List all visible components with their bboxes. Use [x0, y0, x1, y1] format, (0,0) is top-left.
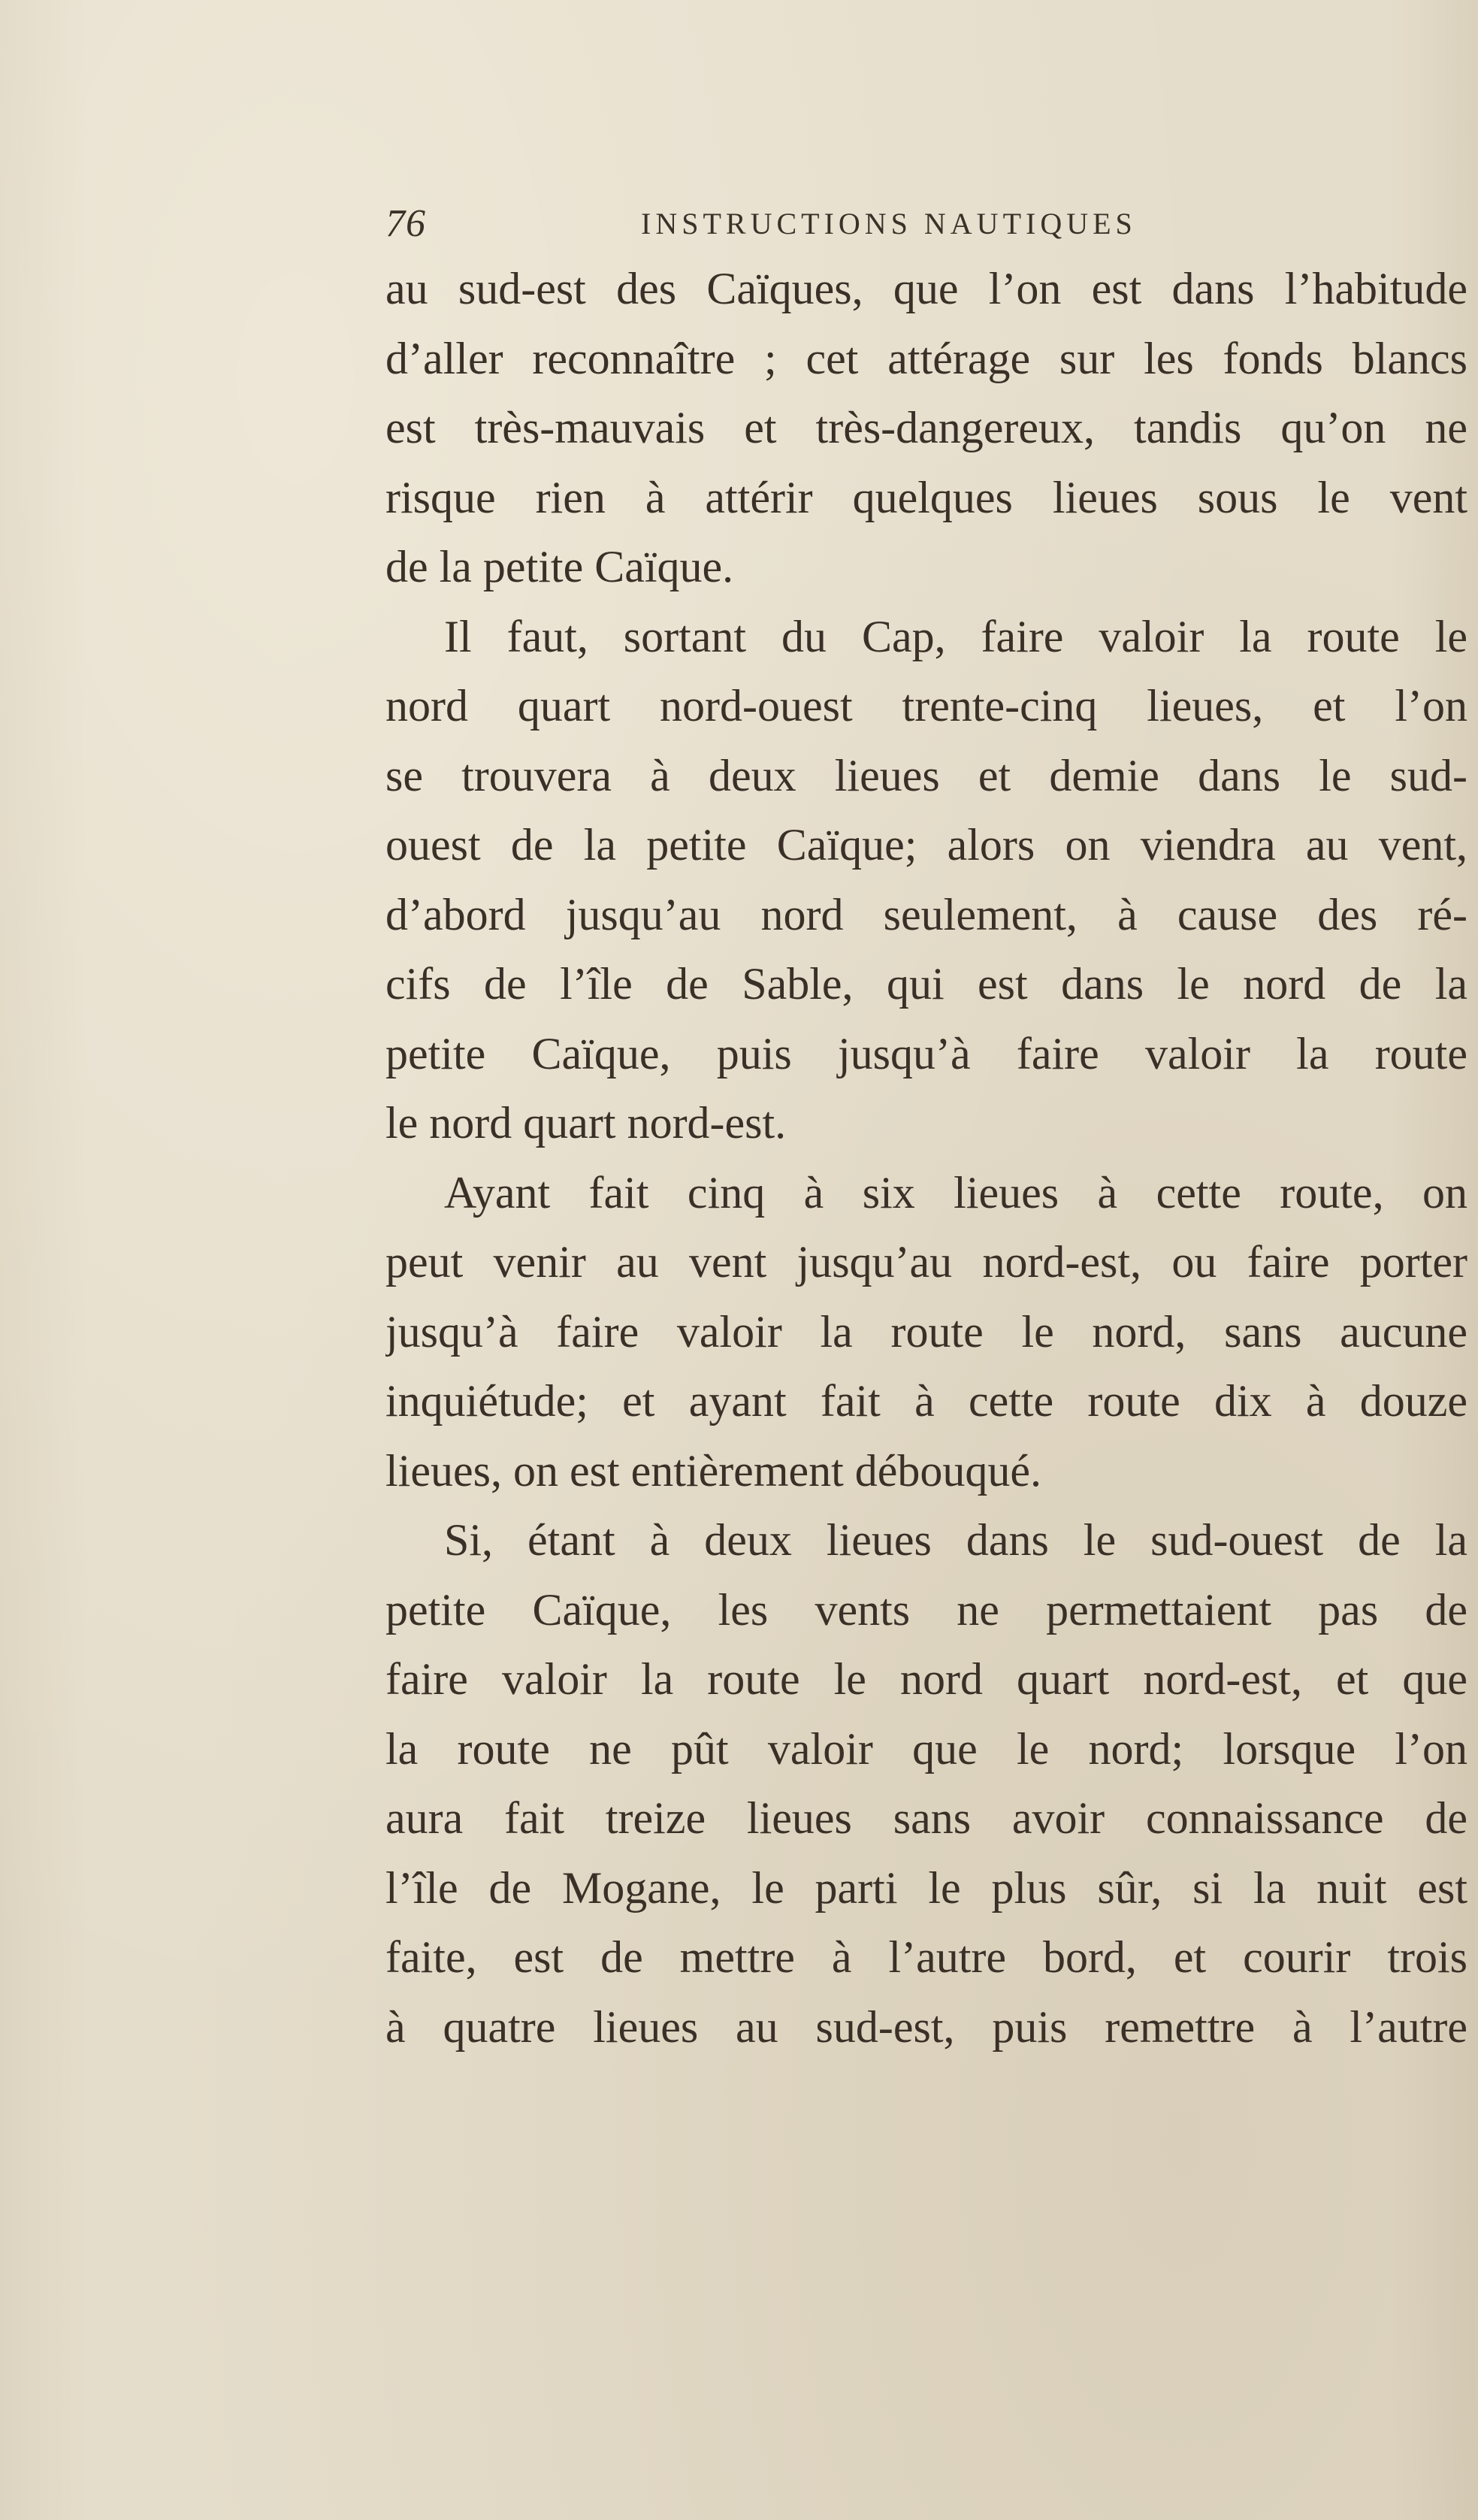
text-line: à quatre lieues au sud-est, puis remettre à l’autre: [385, 2001, 1467, 2052]
text-line: la route ne pût valoir que le nord; lorsque l’on: [385, 1723, 1467, 1774]
text-line: l’île de Mogane, le parti le plus sûr, si la nuit est: [385, 1862, 1467, 1913]
running-title: INSTRUCTIONS NAUTIQUES: [641, 207, 1137, 241]
text-line: nord quart nord-ouest trente-cinq lieues, et l’on: [385, 681, 1467, 731]
text-line: faite, est de mettre à l’autre bord, et courir trois: [385, 1932, 1467, 1982]
paragraph: [385, 1505, 1467, 2062]
paragraph: [385, 254, 1467, 602]
text-line: se trouvera à deux lieues et demie dans le sud-: [385, 750, 1467, 800]
text-line: Il faut, sortant du Cap, faire valoir la route le: [444, 611, 1467, 661]
text-line: d’abord jusqu’au nord seulement, à cause des ré-: [385, 889, 1467, 939]
text-line: d’aller reconnaître ; cet attérage sur les fonds blancs: [385, 333, 1467, 383]
text-line: peut venir au vent jusqu’au nord-est, ou faire porter: [385, 1237, 1467, 1287]
text-line: jusqu’à faire valoir la route le nord, sans aucune: [385, 1306, 1467, 1357]
text-line: faire valoir la route le nord quart nord-est, et que: [385, 1654, 1467, 1704]
text-line: petite Caïque, les vents ne permettaient pas de: [385, 1584, 1467, 1635]
paragraph: [385, 1158, 1467, 1506]
body-text: [385, 254, 1467, 2062]
text-line: Si, étant à deux lieues dans le sud-ouest de la: [444, 1515, 1467, 1565]
page-number: 76: [385, 202, 426, 245]
paragraph: [385, 602, 1467, 1158]
text-line: le nord quart nord-est.: [385, 1098, 787, 1148]
text-line: inquiétude; et ayant fait à cette route dix à douze: [385, 1376, 1467, 1426]
text-line: au sud-est des Caïques, que l’on est dans l’habitude: [385, 264, 1467, 313]
text-line: petite Caïque, puis jusqu’à faire valoir la route: [385, 1028, 1467, 1078]
text-line: cifs de l’île de Sable, qui est dans le nord de la: [385, 959, 1467, 1009]
text-line: Ayant fait cinq à six lieues à cette route, on: [444, 1167, 1467, 1218]
text-line: aura fait treize lieues sans avoir connaissance de: [385, 1793, 1467, 1843]
running-head: [385, 201, 1467, 254]
text-line: est très-mauvais et très-dangereux, tandis qu’on ne: [385, 403, 1467, 452]
text-line: lieues, on est entièrement débouqué.: [385, 1445, 1042, 1496]
text-line: risque rien à attérir quelques lieues sous le vent: [385, 472, 1467, 522]
text-line: de la petite Caïque.: [385, 542, 734, 591]
text-line: ouest de la petite Caïque; alors on viendra au vent,: [385, 820, 1467, 870]
